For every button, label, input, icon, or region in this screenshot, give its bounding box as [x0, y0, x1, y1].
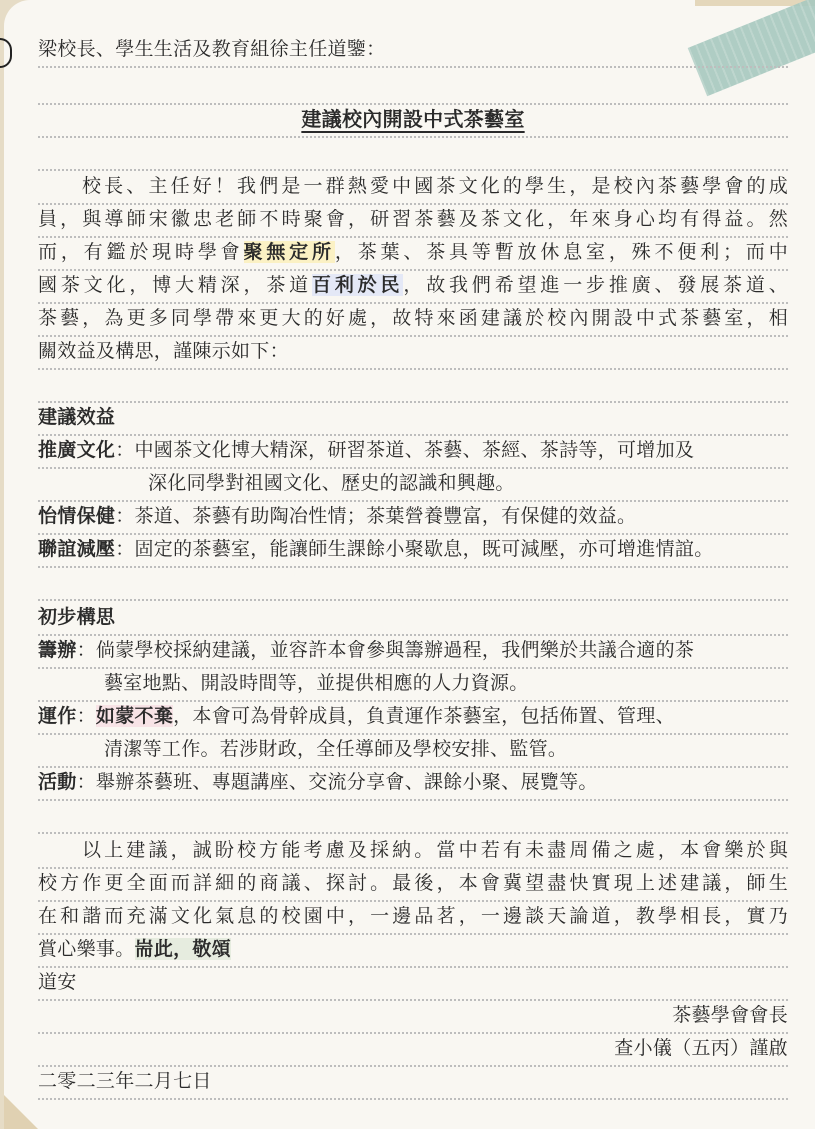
highlight-phrase: 如蒙不棄	[95, 705, 174, 727]
ruled-line	[38, 136, 788, 171]
plan-ops-cont: 清潔等工作。若涉財政，全任導師及學校安排、監管。	[38, 733, 788, 768]
benefit-label: 推廣文化	[38, 439, 116, 461]
benefit-text: ：茶道、茶藝有助陶冶性情；茶葉營養豐富，有保健的效益。	[115, 505, 637, 527]
closing-line-3: 在和諧而充滿文化氣息的校園中，一邊品茗，一邊談天論道，教學相長，實乃	[38, 900, 788, 935]
letter-date: 二零二三年二月七日	[38, 1065, 788, 1100]
closing-line-1: 以上建議，誠盼校方能考慮及採納。當中若有未盡周備之處，本會樂於與	[38, 834, 788, 869]
plan-text: ：倘蒙學校採納建議，並容許本會參與籌辦過程，我們樂於共議合適的茶	[76, 639, 695, 661]
intro-text: 國茶文化，博大精深，茶道	[38, 274, 313, 296]
highlight-phrase: 聚無定所	[243, 241, 335, 263]
plan-heading: 初步構思	[38, 601, 788, 636]
closing-greeting: 道安	[38, 966, 788, 1001]
ruled-line	[38, 799, 788, 834]
plan-label: 運作	[38, 705, 77, 727]
plan-label: 活動	[38, 771, 77, 793]
intro-text: ，茶葉、茶具等暫放休息室，殊不便利；而中	[334, 241, 789, 263]
plan-text: ：舉辦茶藝班、專題講座、交流分享會、課餘小聚、展覽等。	[76, 771, 598, 793]
plan-prep-cont: 藝室地點、開設時間等，並提供相應的人力資源。	[38, 667, 788, 702]
closing-line-2: 校方作更全面而詳細的商議、探討。最後，本會冀望盡快實現上述建議，師生	[38, 867, 788, 902]
intro-line-2: 員，與導師宋徽忠老師不時聚會，研習茶藝及茶文化，年來身心均有得益。然	[38, 203, 788, 238]
benefit-label: 怡情保健	[38, 505, 116, 527]
intro-line-1: 校長、主任好！我們是一群熱愛中國茶文化的學生，是校內茶藝學會的成	[38, 170, 788, 205]
plan-sep: ：	[76, 705, 96, 727]
benefit-culture	[38, 434, 788, 469]
highlight-phrase: 耑此，敬頌	[134, 938, 232, 960]
letter-title: 建議校內開設中式茶藝室	[301, 107, 525, 131]
benefit-text: ：固定的茶藝室，能讓師生課餘小聚歇息，既可減壓，亦可增進情誼。	[115, 538, 714, 560]
ruled-line	[38, 368, 788, 403]
paper-corner-fold	[4, 1095, 38, 1129]
closing-text: 賞心樂事。	[38, 938, 135, 960]
intro-text: ，故我們希望進一步推廣、發展茶道、	[403, 274, 788, 296]
benefit-health	[38, 500, 788, 535]
benefits-heading: 建議效益	[38, 401, 788, 436]
signature-role: 茶藝學會會長	[38, 999, 788, 1034]
letter-title-row	[38, 103, 788, 138]
benefit-label: 聯誼減壓	[38, 538, 116, 560]
plan-prep	[38, 634, 788, 669]
ruled-line	[38, 566, 788, 601]
intro-text: 而，有鑑於現時學會	[38, 241, 244, 263]
signature-name: 查小儀（五丙）謹啟	[38, 1032, 788, 1067]
intro-line-5: 茶藝，為更多同學帶來更大的好處，故特來函建議於校內開設中式茶藝室，相	[38, 302, 788, 337]
benefit-culture-cont: 深化同學對祖國文化、歷史的認識和興趣。	[38, 467, 788, 502]
intro-line-6: 關效益及構思，謹陳示如下：	[38, 335, 788, 370]
plan-label: 籌辦	[38, 639, 77, 661]
highlight-phrase: 百利於民	[312, 274, 404, 296]
closing-line-4	[38, 933, 788, 968]
intro-line-3	[38, 236, 788, 271]
benefit-social	[38, 533, 788, 568]
ruled-line	[38, 70, 788, 105]
plan-activities	[38, 766, 788, 801]
salutation: 梁校長、學生生活及教育組徐主任道鑒：	[38, 33, 788, 68]
benefit-text: ：中國茶文化博大精深，研習茶道、茶藝、茶經、茶詩等，可增加及	[115, 439, 695, 461]
plan-text: ，本會可為骨幹成員，負責運作茶藝室，包括佈置、管理、	[173, 705, 675, 727]
plan-ops	[38, 700, 788, 735]
intro-line-4	[38, 269, 788, 304]
